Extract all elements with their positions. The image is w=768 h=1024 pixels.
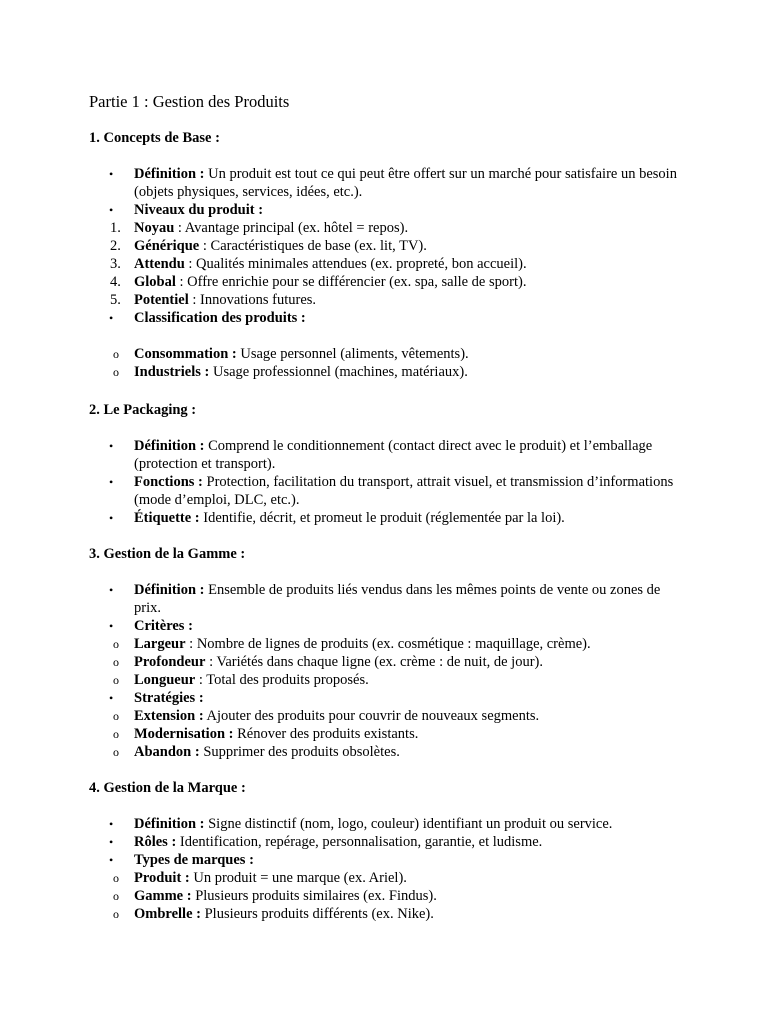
item-text: Usage professionnel (machines, matériaux). (209, 364, 468, 380)
item-text: Usage personnel (aliments, vêtements). (236, 346, 469, 362)
list-item (89, 635, 689, 653)
circle-bullet-icon: o (113, 365, 119, 379)
list-item (89, 291, 689, 309)
item-number: 5. (110, 292, 121, 308)
bullet-icon: • (109, 583, 114, 597)
item-label: Gamme : (134, 888, 192, 904)
section-heading: 2. Le Packaging : (89, 402, 197, 418)
item-label: Stratégies : (134, 690, 204, 706)
circle-bullet-icon: o (113, 745, 119, 759)
item-text: Ensemble de produits liés vendus dans les mêmes points de vente ou zones de prix. (134, 582, 661, 616)
item-label: Global (134, 274, 176, 290)
sub-bullet-list (89, 707, 689, 761)
list-item (89, 887, 689, 905)
item-label: Extension : (134, 708, 204, 724)
item-text: Ajouter des produits pour couvrir de nouveaux segments. (203, 708, 540, 724)
item-text: : Avantage principal (ex. hôtel = repos). (174, 220, 409, 236)
item-text: : Total des produits proposés. (195, 672, 369, 688)
section-gestion-gamme (89, 545, 689, 761)
list-item (89, 273, 689, 291)
circle-bullet-icon: o (113, 637, 119, 651)
item-number: 4. (110, 274, 121, 290)
list-item (89, 345, 689, 363)
item-text: : Nombre de lignes de produits (ex. cosmétique : maquillage, crème). (185, 636, 591, 652)
item-label: Potentiel (134, 292, 189, 308)
bullet-icon: • (109, 475, 114, 489)
bullet-list (89, 581, 689, 635)
list-item (89, 671, 689, 689)
item-text: Supprimer des produits obsolètes. (199, 744, 400, 760)
list-item (89, 707, 689, 725)
document-title: Partie 1 : Gestion des Produits (89, 92, 290, 111)
sub-bullet-list (89, 635, 689, 689)
item-number: 2. (110, 238, 121, 254)
list-item (89, 743, 689, 761)
bullet-icon: • (109, 203, 114, 217)
section-gestion-marque (89, 779, 689, 923)
circle-bullet-icon: o (113, 907, 119, 921)
list-item (89, 165, 689, 201)
item-text: Identification, repérage, personnalisation, garantie, et ludisme. (176, 834, 543, 850)
item-text: Plusieurs produits différents (ex. Nike). (200, 906, 434, 922)
item-text: Signe distinctif (nom, logo, couleur) identifiant un produit ou service. (204, 816, 613, 832)
list-item (89, 237, 689, 255)
circle-bullet-icon: o (113, 871, 119, 885)
bullet-list (89, 689, 689, 707)
item-label: Attendu (134, 256, 185, 272)
bullet-list (89, 815, 689, 869)
circle-bullet-icon: o (113, 889, 119, 903)
sub-bullet-list (89, 345, 689, 381)
item-label: Rôles : (134, 834, 177, 850)
list-item (89, 653, 689, 671)
item-label: Niveaux du produit : (134, 202, 264, 218)
list-item (89, 363, 689, 381)
item-text: Comprend le conditionnement (contact direct avec le produit) et l’emballage (protection et transport). (134, 438, 653, 472)
item-label: Critères : (134, 618, 193, 634)
item-label: Définition : (134, 582, 205, 598)
item-text: Protection, facilitation du transport, attrait visuel, et transmission d’informations (mode d’emploi, DLC, etc.). (134, 474, 674, 508)
bullet-icon: • (109, 311, 114, 325)
list-item (89, 725, 689, 743)
item-label: Produit : (134, 870, 190, 886)
item-label: Profondeur (134, 654, 206, 670)
section-packaging (89, 401, 689, 527)
bullet-icon: • (109, 167, 114, 181)
item-text: : Qualités minimales attendues (ex. propreté, bon accueil). (184, 256, 527, 272)
item-text: : Variétés dans chaque ligne (ex. crème : de nuit, de jour). (205, 654, 543, 670)
item-label: Étiquette : (134, 510, 200, 526)
section-heading: 3. Gestion de la Gamme : (89, 546, 246, 562)
item-label: Types de marques : (134, 852, 254, 868)
section-heading: 4. Gestion de la Marque : (89, 780, 246, 796)
list-item (89, 219, 689, 237)
section-concepts-de-base (89, 129, 689, 381)
bullet-icon: • (109, 619, 114, 633)
list-item (89, 617, 689, 635)
bullet-list (89, 437, 689, 527)
list-item (89, 509, 689, 527)
list-item (89, 869, 689, 887)
item-label: Consommation : (134, 346, 237, 362)
list-item (89, 833, 689, 851)
item-label: Noyau (134, 220, 175, 236)
list-item (89, 201, 689, 219)
bullet-list (89, 165, 689, 219)
item-label: Longueur (134, 672, 196, 688)
item-text: : Offre enrichie pour se différencier (ex. spa, salle de sport). (175, 274, 527, 290)
item-label: Définition : (134, 166, 205, 182)
item-label: Ombrelle : (134, 906, 201, 922)
item-label: Fonctions : (134, 474, 203, 490)
item-number: 3. (110, 256, 121, 272)
item-label: Définition : (134, 438, 205, 454)
item-label: Classification des produits : (134, 310, 306, 326)
item-text: Un produit est tout ce qui peut être offert sur un marché pour satisfaire un besoin (objets physiques, services, idées, etc.). (134, 166, 677, 200)
bullet-list (89, 309, 689, 327)
list-item (89, 851, 689, 869)
bullet-icon: • (109, 817, 114, 831)
circle-bullet-icon: o (113, 347, 119, 361)
sub-bullet-list (89, 869, 689, 923)
numbered-list (89, 219, 689, 309)
circle-bullet-icon: o (113, 709, 119, 723)
list-item (89, 255, 689, 273)
list-item (89, 581, 689, 617)
bullet-icon: • (109, 853, 114, 867)
circle-bullet-icon: o (113, 727, 119, 741)
item-text: Rénover des produits existants. (233, 726, 419, 742)
item-label: Définition : (134, 816, 205, 832)
list-item (89, 309, 689, 327)
item-label: Générique (134, 238, 200, 254)
circle-bullet-icon: o (113, 673, 119, 687)
bullet-icon: • (109, 691, 114, 705)
section-heading: 1. Concepts de Base : (89, 130, 220, 146)
item-text: Identifie, décrit, et promeut le produit (réglementée par la loi). (199, 510, 565, 526)
list-item (89, 473, 689, 509)
list-item (89, 905, 689, 923)
item-number: 1. (110, 220, 121, 236)
bullet-icon: • (109, 511, 114, 525)
item-text: : Innovations futures. (188, 292, 317, 308)
list-item (89, 437, 689, 473)
item-label: Abandon : (134, 744, 200, 760)
circle-bullet-icon: o (113, 655, 119, 669)
item-text: Plusieurs produits similaires (ex. Findus). (191, 888, 437, 904)
item-label: Modernisation : (134, 726, 234, 742)
bullet-icon: • (109, 439, 114, 453)
list-item (89, 689, 689, 707)
item-text: Un produit = une marque (ex. Ariel). (189, 870, 407, 886)
list-item (89, 815, 689, 833)
item-label: Largeur (134, 636, 186, 652)
item-label: Industriels : (134, 364, 210, 380)
bullet-icon: • (109, 835, 114, 849)
item-text: : Caractéristiques de base (ex. lit, TV). (199, 238, 427, 254)
